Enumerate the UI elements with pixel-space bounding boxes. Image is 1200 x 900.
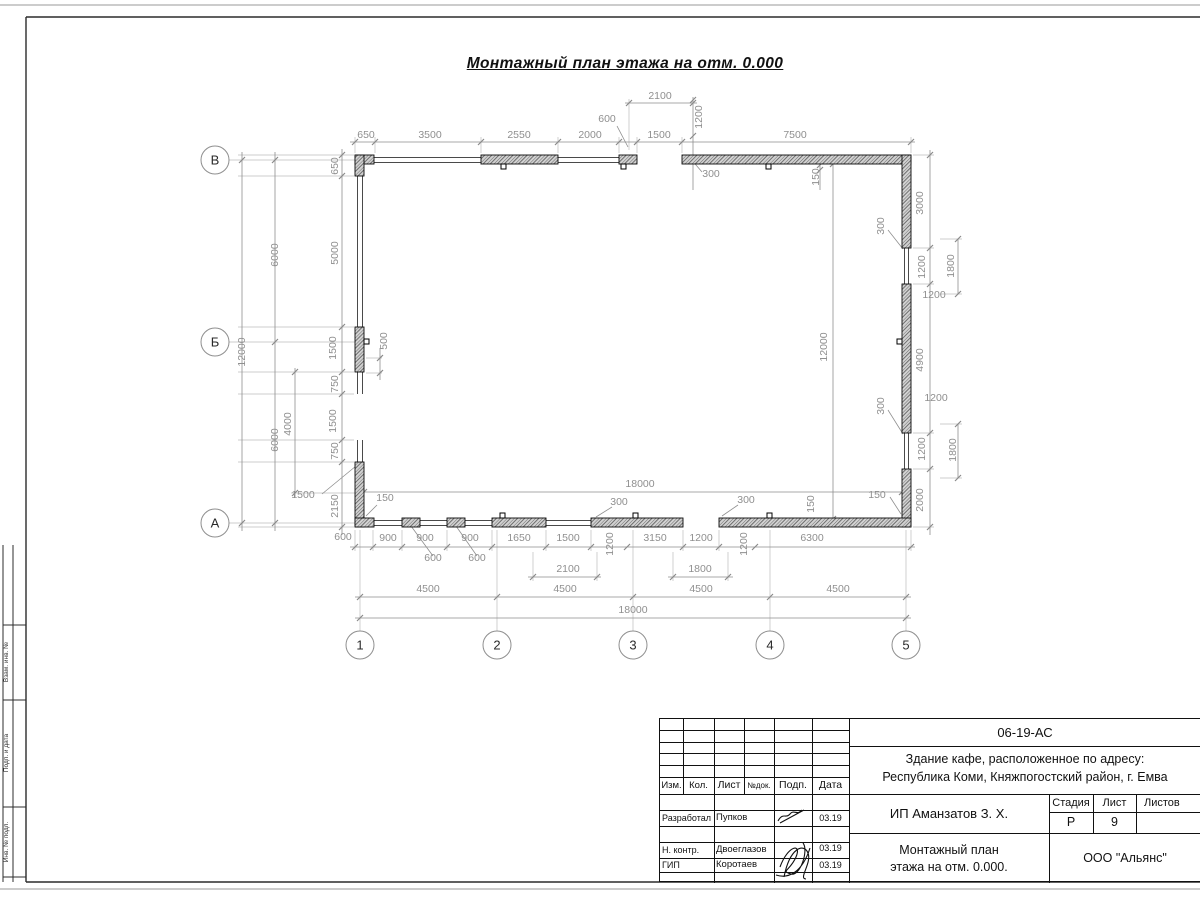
dim-label: 1200 [916, 437, 928, 461]
embedded-plate-marker [897, 339, 902, 344]
frame-side-label: Инв. № подл. [3, 821, 10, 863]
embedded-plate-marker [633, 513, 638, 518]
signature-mark [776, 843, 810, 879]
dim-label: 150 [376, 492, 394, 504]
axis-label: А [210, 515, 220, 531]
dim-label: 2100 [648, 90, 672, 102]
dim-label: 5000 [329, 241, 341, 265]
dim-label: 900 [461, 532, 479, 544]
dim-label: 1500 [327, 336, 339, 360]
dim-label: 4900 [914, 348, 926, 372]
dim-label: 600 [598, 113, 616, 125]
stage-value: Р [1066, 815, 1076, 829]
embedded-plate-marker [767, 513, 772, 518]
grid-line [660, 742, 849, 743]
dim-label: 1200 [693, 105, 705, 129]
dim-label: 1800 [688, 563, 712, 575]
dim-label: 1500 [647, 129, 671, 141]
axis-bubble-В [201, 146, 229, 174]
dim-label: 300 [702, 168, 720, 180]
dim-label: 1200 [916, 255, 928, 279]
wall-segment [481, 155, 558, 164]
axis-label: Б [210, 334, 220, 350]
grid-line [660, 872, 849, 873]
dim-label: 18000 [618, 604, 648, 616]
grid-line [660, 730, 849, 731]
frame-side-label: Подп. и дата [3, 733, 10, 773]
project-address-line1: Здание кафе, расположенное по адресу: [905, 752, 1145, 766]
dim-label: 4500 [553, 583, 577, 595]
client-name: ИП Аманзатов З. Х. [889, 806, 1009, 821]
dim-label: 7500 [783, 129, 807, 141]
dim-label: 3000 [914, 191, 926, 215]
grid-line [660, 765, 849, 766]
dim-label: 1200 [924, 392, 948, 404]
dim-label: 600 [334, 531, 352, 543]
dim-label: 12000 [236, 337, 248, 367]
frame-side-label: Взам. инв. № [3, 641, 10, 683]
wall-segment [447, 518, 465, 527]
col-header-data: Дата [818, 779, 843, 791]
stage-header: Стадия [1052, 797, 1090, 809]
sheets-value [1136, 812, 1200, 833]
col-header-izm: Изм. [661, 780, 682, 791]
dim-label: 300 [737, 494, 755, 506]
dim-label: 12000 [818, 332, 830, 362]
row-role: ГИП [662, 860, 680, 870]
dim-label: 2550 [507, 129, 531, 141]
row-role: Н. контр. [662, 845, 700, 855]
dimension-labels [236, 90, 959, 616]
row-name: Двоеглазов [716, 844, 767, 855]
wall-segment [492, 518, 546, 527]
sheet-header: Лист [1102, 797, 1127, 809]
drawing-title: Монтажный план этажа на отм. 0.000 [466, 55, 784, 72]
dim-label: 2000 [914, 488, 926, 512]
dim-label: 18000 [625, 478, 655, 490]
row-name: Коротаев [716, 859, 758, 870]
sheets-header: Листов [1144, 797, 1180, 809]
dim-label: 300 [610, 496, 628, 508]
dim-label: 3500 [418, 129, 442, 141]
dim-label: 1200 [922, 289, 946, 301]
axis-bubble-1 [346, 631, 374, 659]
signatures [770, 803, 816, 881]
sheet-value: 9 [1111, 815, 1118, 829]
dim-label: 150 [868, 489, 886, 501]
dim-label: 4500 [416, 583, 440, 595]
col-header-podp: Подп. [779, 779, 807, 791]
col-header-ndok: №док. [747, 781, 771, 790]
dim-label: 300 [875, 397, 887, 415]
axis-bubble-4 [756, 631, 784, 659]
dim-label: 900 [416, 532, 434, 544]
wall-segment [355, 518, 374, 527]
signature-mark [778, 810, 804, 823]
row-date: 03.19 [819, 860, 842, 870]
dim-label: 6300 [800, 532, 824, 544]
dim-label: 1800 [947, 438, 959, 462]
dim-label: 750 [329, 375, 341, 393]
embedded-plate-marker [364, 339, 369, 344]
axis-bubble-А [201, 509, 229, 537]
axis-label: 2 [493, 637, 501, 653]
row-date: 03.19 [819, 813, 842, 823]
wall-segment [619, 155, 637, 164]
dim-label: 2000 [578, 129, 602, 141]
wall-segment [355, 327, 364, 372]
title-block [659, 718, 1200, 882]
dim-label: 1650 [507, 532, 531, 544]
dim-label: 6000 [269, 428, 281, 452]
dim-label: 1500 [556, 532, 580, 544]
axis-label: 4 [766, 637, 774, 653]
dim-label: 600 [424, 552, 442, 564]
wall-segment [902, 284, 911, 433]
wall-segment [355, 462, 364, 527]
dim-label: 6000 [269, 243, 281, 267]
project-address-line2: Республика Коми, Княжпогостский район, г. Емва [882, 770, 1168, 784]
axis-bubble-3 [619, 631, 647, 659]
dim-label: 4500 [826, 583, 850, 595]
axis-bubble-5 [892, 631, 920, 659]
dim-label: 150 [805, 495, 817, 513]
doc-number: 06-19-АС [997, 725, 1053, 740]
extension-lines [228, 99, 962, 631]
dim-label: 600 [468, 552, 486, 564]
dim-label: 1800 [945, 254, 957, 278]
embedded-plate-marker [500, 513, 505, 518]
dim-label: 650 [357, 129, 375, 141]
wall-segment [902, 155, 911, 248]
axis-bubble-Б [201, 328, 229, 356]
dim-label: 4000 [282, 412, 294, 436]
dim-label: 500 [378, 332, 390, 350]
embedded-plate-marker [621, 164, 626, 169]
frame-side-labels [3, 642, 10, 862]
axis-label: В [210, 152, 220, 168]
grid-line [660, 826, 849, 827]
dim-label: 900 [379, 532, 397, 544]
wall-segment [719, 518, 911, 527]
dim-label: 3150 [643, 532, 667, 544]
grid-line [849, 746, 1200, 747]
wall-segment [402, 518, 420, 527]
axis-label: 1 [356, 637, 364, 653]
row-name: Пупков [716, 812, 748, 823]
dim-label: 2150 [329, 494, 341, 518]
sheet-title-line2: этажа на отм. 0.000. [890, 860, 1008, 874]
sheet-title-line1: Монтажный план [899, 843, 999, 857]
dim-label: 750 [329, 442, 341, 460]
col-header-list: Лист [717, 779, 741, 791]
dim-label: 1200 [738, 532, 750, 556]
dim-label: 1200 [689, 532, 713, 544]
embedded-plate-marker [501, 164, 506, 169]
dim-label: 150 [810, 168, 822, 186]
wall-segment [591, 518, 683, 527]
embedded-plate-marker [766, 164, 771, 169]
wall-segment [355, 155, 364, 176]
row-date: 03.19 [819, 843, 842, 853]
dim-label: 1500 [327, 409, 339, 433]
col-header-kol: Кол. [689, 780, 708, 791]
wall-segment [682, 155, 911, 164]
company-name: ООО "Альянс" [1083, 851, 1167, 865]
dim-label: 2100 [556, 563, 580, 575]
dim-label: 1200 [604, 532, 616, 556]
dim-label: 650 [329, 157, 341, 175]
dim-label: 1500 [291, 489, 315, 501]
axis-bubble-2 [483, 631, 511, 659]
dim-label: 300 [875, 217, 887, 235]
leader-lines [322, 126, 903, 556]
grid-line [660, 753, 849, 754]
axis-label: 5 [902, 637, 910, 653]
row-role: Разработал [662, 813, 711, 823]
dim-label: 4500 [689, 583, 713, 595]
axis-label: 3 [629, 637, 637, 653]
